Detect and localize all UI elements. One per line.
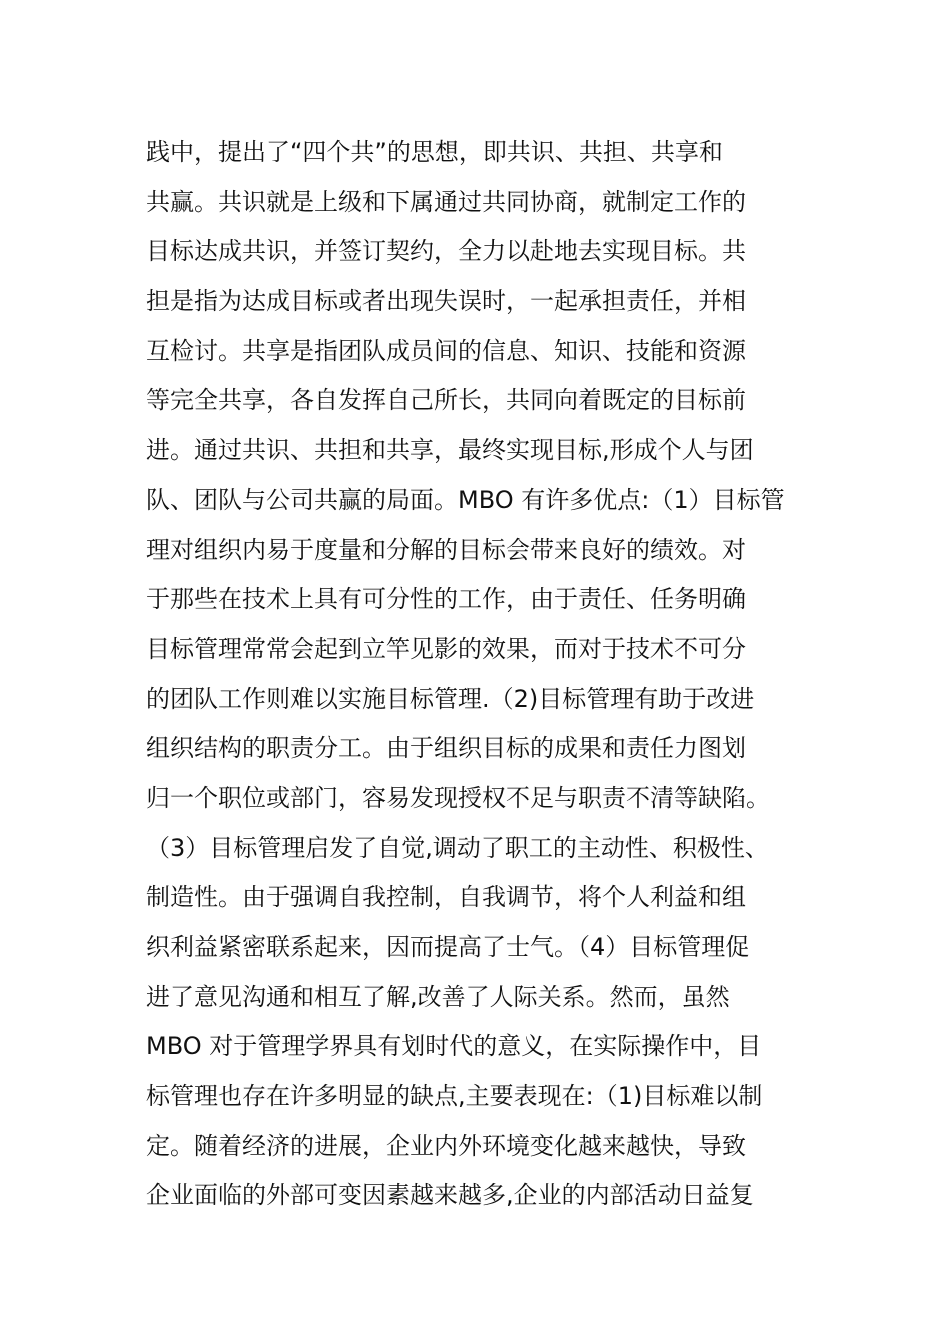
text-line: 践中，提出了“四个共”的思想，即共识、共担、共享和 bbox=[146, 138, 723, 166]
text-line: 企业面临的外部可变因素越来越多,企业的内部活动日益复 bbox=[146, 1181, 754, 1210]
text-line: 的团队工作则难以实施目标管理.（2)目标管理有助于改进 bbox=[146, 684, 755, 713]
text-line: 织利益紧密联系起来，因而提高了士气。（4）目标管理促 bbox=[146, 933, 750, 961]
text-line: 于那些在技术上具有可分性的工作，由于责任、任务明确 bbox=[146, 585, 746, 614]
text-line: 互检讨。共享是指团队成员间的信息、知识、技能和资源 bbox=[146, 336, 746, 365]
text-line: 理对组织内易于度量和分解的目标会带来良好的绩效。对 bbox=[146, 535, 746, 564]
text-line: 共赢。共识就是上级和下属通过共同协商，就制定工作的 bbox=[146, 187, 746, 216]
text-line: 归一个职位或部门，容易发现授权不足与职责不清等缺陷。 bbox=[146, 783, 770, 812]
text-line: 目标达成共识，并签订契约，全力以赴地去实现目标。共 bbox=[146, 237, 746, 266]
text-line: 定。随着经济的进展，企业内外环境变化越来越快，导致 bbox=[146, 1131, 746, 1160]
text-line: 担是指为达成目标或者出现失误时，一起承担责任，并相 bbox=[146, 287, 746, 316]
text-line: 队、团队与公司共赢的局面。MBO 有许多优点:（1）目标管 bbox=[146, 485, 785, 514]
text-line: 进。通过共识、共担和共享，最终实现目标,形成个人与团 bbox=[146, 436, 754, 465]
text-line: 等完全共享，各自发挥自己所长，共同向着既定的目标前 bbox=[146, 386, 746, 415]
text-line: （3）目标管理启发了自觉,调动了职工的主动性、积极性、 bbox=[146, 833, 769, 862]
text-line: 目标管理常常会起到立竿见影的效果，而对于技术不可分 bbox=[146, 634, 746, 663]
text-line: 组织结构的职责分工。由于组织目标的成果和责任力图划 bbox=[146, 734, 746, 763]
body-text bbox=[146, 128, 816, 1221]
text-line: MBO 对于管理学界具有划时代的意义，在实际操作中，目 bbox=[146, 1032, 762, 1061]
text-line: 制造性。由于强调自我控制，自我调节，将个人利益和组 bbox=[146, 883, 746, 912]
text-line: 进了意见沟通和相互了解,改善了人际关系。然而，虽然 bbox=[146, 982, 730, 1011]
text-line: 标管理也存在许多明显的缺点,主要表现在:（1)目标难以制 bbox=[146, 1082, 763, 1111]
